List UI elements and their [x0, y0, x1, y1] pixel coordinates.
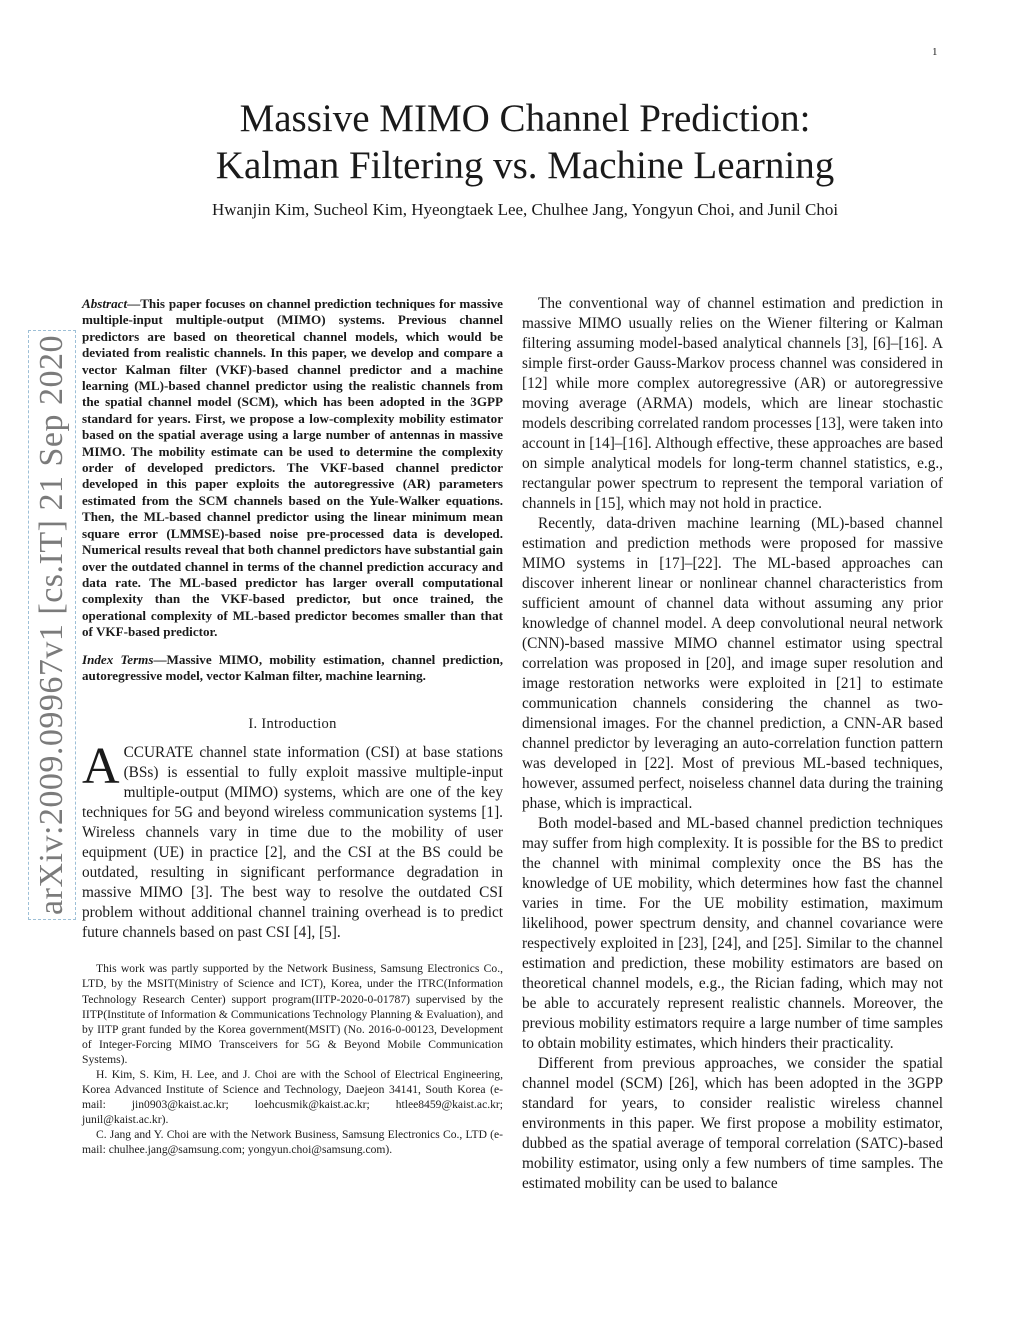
left-column: [82, 296, 503, 1158]
author-list: Hwanjin Kim, Sucheol Kim, Hyeongtaek Lee, Chulhee Jang, Yongyun Choi, and Junil Choi: [211, 200, 839, 219]
title-line-1: Massive MIMO Channel Prediction:: [239, 97, 811, 140]
paper-title: [100, 95, 950, 189]
paragraph-complexity: Both model-based and ML-based channel prediction techniques may suffer from high complexity. It is possible for the BS to predict the channel with minimal complexity once the BS has the knowledge of UE mobility, which determines how fast the channel varies in time. For the UE mobility estimation, maximum likelihood, power spectrum density, and channel covariance were respectively exploited in [23], [24], and [25]. Similar to the channel estimation and prediction, these mobility estimators are based on theoretical channel models, e.g., the Rician fading, which may not be able to accurately represent realistic channels. Moreover, the previous mobility estimators require a large number of time samples to obtain mobility estimates, which hinders their practicality.: [522, 815, 943, 1052]
arxiv-identifier[interactable]: arXiv:2009.09967v1 [cs.IT] 21 Sep 2020: [33, 335, 70, 915]
title-line-2: Kalman Filtering vs. Machine Learning: [215, 144, 835, 187]
page-number: 1: [932, 46, 938, 58]
right-column: [522, 294, 943, 1194]
index-terms-text: —Massive MIMO, mobility estimation, channel prediction, autoregressive model, vector Kalman filter, machine learning.: [82, 651, 503, 683]
index-terms-lead: Index Terms: [82, 651, 154, 667]
paragraph-ml-methods: Recently, data-driven machine learning (ML)-based channel estimation and prediction methods were proposed for massive MIMO systems in [17]–[22]. The ML-based approaches can discover inherent linear or nonlinear channel characteristics from sufficient amount of channel data without assuming any prior knowledge of channel model. A deep convolutional neural network (CNN)-based massive MIMO channel estimator using spectral correlation was proposed in [20], and image super resolution and image restoration networks were exploited in [21] to estimate communication channels considering the channel as two-dimensional images. For the channel prediction, a CNN-AR based channel predictor by leveraging an auto-correlation function pattern was developed in [22]. Most of previous ML-based techniques, however, assumed perfect, noiseless channel data during the training phase, which is impractical.: [522, 515, 943, 812]
footnote-samsung-affiliation: C. Jang and Y. Choi are with the Network Business, Samsung Electronics Co., LTD (e-mail: chulhee.jang@samsung.com; yongyun.choi@samsung.com).: [82, 1128, 503, 1157]
footnotes: [82, 961, 503, 1157]
abstract-text: —This paper focuses on channel prediction techniques for massive multiple-input multiple-output (MIMO) systems. Previous channel predictors are based on theoretical channel models, which would be deviated from realistic channels. In this paper, we develop and compare a vector Kalman filter (VKF)-based channel predictor and a machine learning (ML)-based channel predictor using the realistic channels from the spatial channel model (SCM), which has been adopted in the 3GPP standard for years. First, we propose a low-complexity mobility estimator based on the spatial average using a large number of antennas in massive MIMO. The mobility estimate can be used to determine the complexity order of developed predictors. The VKF-based channel predictor developed in this paper exploits the autoregressive (AR) parameters estimated from the SCM channels based on the Yule-Walker equations. Then, the ML-based channel predictor using the linear minimum mean square error (LMMSE)-based noise pre-processed data is developed. Numerical results reveal that both channel predictors have substantial gain over the outdated channel in terms of the channel prediction accuracy and data rate. The ML-based predictor has larger overall computational complexity than the VKF-based predictor, but once trained, the operational complexity of ML-based predictor becomes smaller than that of VKF-based predictor.: [82, 296, 503, 640]
paragraph-conventional-methods: The conventional way of channel estimation and prediction in massive MIMO usually relies on the Wiener filtering or Kalman filtering assuming model-based analytical channels [3], [6]–[16]. A simple first-order Gauss-Markov process channel was considered in [12] while more complex autoregressive (AR) or autoregressive moving average (ARMA) models, which are linear stochastic models describing correlated random processes [13], were taken into account in [14]–[16]. Although effective, these approaches are based on simple analytical models for long-term channel statistics, e.g., rectangular power spectrum to represent the temporal variation of channels in [15], which may not hold in practice.: [522, 295, 943, 512]
footnote-kaist-affiliation: H. Kim, S. Kim, H. Lee, and J. Choi are with the School of Electrical Engineering, Korea Advanced Institute of Science and Technology, Daejeon 34141, South Korea (e-mail: jin0903@kaist.ac.kr; loehcusmik@kaist.ac.kr; htlee8459@kaist.ac.kr; junil@kaist.ac.kr).: [82, 1068, 503, 1127]
paragraph-proposed-approach: Different from previous approaches, we consider the spatial channel model (SCM) [26], which has been adopted in the 3GPP standard for years, to consider realistic wireless channel environments in this paper. We first propose a mobility estimator, dubbed as the spatial average of temporal correlation (SATC)-based mobility estimator, using only a few numbers of time samples. The estimated mobility can be used to balance: [522, 1055, 943, 1192]
section-heading-introduction: I. Introduction: [248, 716, 337, 733]
introduction-paragraph: [82, 738, 503, 943]
dropcap-letter: A: [82, 738, 120, 796]
abstract: [82, 296, 503, 641]
footnote-funding: This work was partly supported by the Network Business, Samsung Electronics Co., LTD, by the MSIT(Ministry of Science and ICT), Korea, under the ITRC(Information Technology Research Center) support program(IITP-2020-0-01787) supervised by the IITP(Institute of Information & Communications Technology Planning & Evaluation), and by IITP grant funded by the Korea government(MSIT) (No. 2016-0-00123, Development of Integer-Forcing MIMO Transceivers for 5G & Beyond Mobile Communication Systems).: [82, 962, 503, 1066]
introduction-text: CCURATE channel state information (CSI) at base stations (BSs) is essential to fully exploit massive multiple-input multiple-output (MIMO) systems, which are one of the key techniques for 5G and beyond wireless communication systems [1]. Wireless channels vary in time due to the mobility of user equipment (UE) in practice [2], and the CSI at the BS could be outdated, resulting in significant performance degradation in massive MIMO [3]. The best way to resolve the outdated CSI problem without additional channel training overhead is to predict future channels based on past CSI [4], [5].: [82, 744, 503, 942]
index-terms: [82, 652, 503, 685]
abstract-lead: Abstract: [82, 296, 128, 311]
